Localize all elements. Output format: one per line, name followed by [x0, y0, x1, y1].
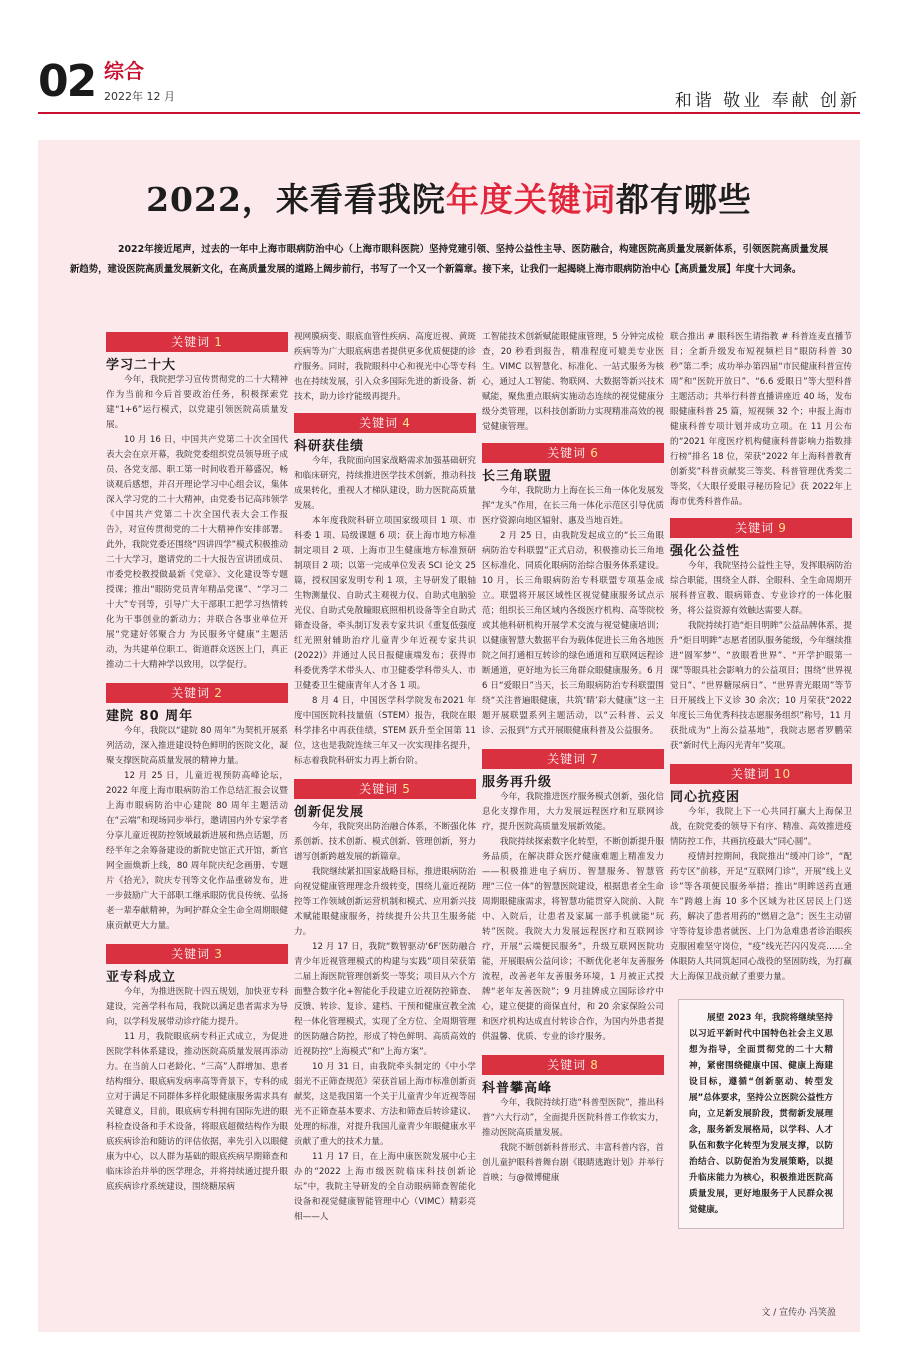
keyword-title: 科研获佳绩 [294, 439, 365, 454]
keyword-number: 2 [214, 686, 223, 700]
keyword-label: 关键词 [730, 767, 770, 781]
paragraph: 12 月 25 日，儿童近视预防高峰论坛，2022 年度上海市眼病防治工作总结汇报会议暨上海市眼病防治中心建院 80 周年主题活动在“云端”和现场同步举行，邀请国内外专家学者分享儿童近视防控领域最新进展和热点话题，历经半年之余筹备建设的新院史馆正式开馆，新官网全面焕新上线，80 周年院庆纪念画册、专题片《拾光》，院庆专刊等文化作品重磅发布，进一步鼓励广大干部职工继承眼防优良传统、弘扬老一辈奉献精神，为呵护群众全生命全周期眼健康贡献更大力量。 [106, 771, 288, 931]
section-name: 综合 [104, 59, 144, 83]
keyword-banner-7 [482, 749, 664, 769]
paragraph: 今年，我院上下一心共同打赢大上海保卫战，在院党委的领导下有序、精准、高效推进疫情防控工作，共画抗疫最大“同心圆”。 [670, 807, 852, 847]
keyword-number: 9 [778, 521, 787, 535]
keyword-title: 服务再升级 [482, 775, 553, 790]
author-credit: 文 / 宣传办 冯笑盈 [761, 1308, 836, 1318]
keyword-title: 同心抗疫困 [670, 790, 741, 805]
paragraph: 11 月，我院眼底病专科正式成立，为促进医院学科体系建设，推动医院高质量发展再添动力。在当前人口老龄化、“三高”人群增加、患者结构细分、眼底病发病率高等背景下，专科的成立对于满足不同群体多样化眼健康服务需求具有关键意义，目前，眼底病专科拥有国际先进的眼科检查设备和手术设备，将眼底超微结构作为眼底疾病诊治和随访的评估依据，率先引入以眼健康为中心，以人群为基础的眼底疾病早期筛查和临床诊治并举的医学理念，并将持续通过提升眼底疾病诊疗系统建设，围绕糖尿病 [106, 1032, 288, 1192]
keyword-number: 7 [590, 752, 599, 766]
paragraph: 视网膜病变、眼底血管性疾病、高度近视、黄斑疾病等为广大眼底病患者提供更多优质便捷的诊疗服务。同时，我院眼科中心和视光中心等专科也在持续发展，引入众多国际先进的新设备、新技术，助力诊疗能级再提升。 [294, 332, 476, 402]
headline [38, 174, 860, 221]
paragraph: 我院持续打造“炬目明眸”公益品牌体系，提升“炬目明眸”志愿者团队服务能级，今年继续推进“圆军梦”、“放眼看世界”、“开学护眼第一课”等眼具社会影响力的公益项目；围绕“世界视觉日”、“世界糖尿病日”、“世界青光眼周”等节日开展线上下义诊 30 余次；10 月荣获“2022 年度长三角优秀科技志愿服务组织”称号，11 月获批成为“上海公益基地”，我院志愿者罗鹏荣获“新时代上海闪光青年”奖项。 [670, 621, 852, 751]
keyword-label: 关键词 [171, 947, 211, 961]
issue-date: 2022年 12 月 [104, 90, 175, 103]
paragraph: 今年，我院助力上海在长三角一体化发展发挥“龙头”作用，在长三角一体化示范区引导优质医疗资源向地区辐射、惠及当地百姓。 [482, 486, 664, 526]
keyword-label: 关键词 [547, 446, 587, 460]
keyword-banner-9 [670, 518, 852, 538]
keyword-number: 3 [214, 947, 223, 961]
paragraph: 今年，为推进医院十四五规划，加快亚专科建设，完善学科布局，我院以满足患者需求为导向，以学科发展带动诊疗能力提升。 [106, 987, 288, 1027]
keyword-title: 亚专科成立 [106, 970, 177, 985]
column-1 [106, 330, 288, 1195]
keyword-title: 长三角联盟 [482, 469, 553, 484]
keyword-title: 创新促发展 [294, 805, 365, 820]
paragraph: 10 月 16 日，中国共产党第二十次全国代表大会在京开幕，我院党委组织党员领导班子成员、各党支部、职工第一时间收看开幕盛况，畅谈观后感想，并召开理论学习中心组会议，集体深入学习党的二十大精神，由党委书记高玮领学《中国共产党第二十次全国代表大会工作报告》，对宣传贯彻党的二十大精神作安排部署。此外，我院党委还围绕“四讲四学”模式积极推动二十大学习，邀请党的二十大报告宣讲团成员、市委党校教授做最新《党章》、文化建设等专题授课；推出“眼防党员青年精品党课”、“学习二十大”专刊等，引导广大干部职工把学习热情转化为干事创业的新动力；并联合各事业单位开展“党建好邻聚合力 为民服务守健康”主题活动，为共建单位职工、街道群众送医上门，真正推动二十大精神学以致用，以学促行。 [106, 435, 288, 670]
keyword-number: 1 [214, 335, 223, 349]
column-4 [670, 330, 852, 1229]
headline-prefix: 2022，来看看我院 [146, 180, 446, 219]
paragraph: 工智能技术创新赋能眼健康管理，5 分钟完成检查，20 秒看到报告，精准程度可媲美专业医生。VIMC 以智慧化、标准化、一站式服务为核心，通过人工智能、物联网、大数据等新兴技术赋能，聚焦重点眼病实施动态连续的视觉健康分级分类管理，以科技创新助力实现精准高效的视觉健康管理。 [482, 332, 664, 432]
paragraph: 本年度我院科研立项国家级项目 1 项、市科委 1 项、局级课题 6 项；获上海市地方标准制定项目 2 项、上海市卫生健康地方标准预研制项目 2 项；以第一完成单位发表 SCI 论文 25 篇，授权国家发明专利 1 项，主导研发了眼轴生物测量仪、自助式主观视力仪、自助式电脑验光仪、自助式免散瞳眼底照相机设备等全自助式筛查设备，牵头制订发表专家共识《重复低强度红光照射辅助治疗儿童青少年近视专家共识(2022)》并通过人民日报健康端发布；获得市科委优秀学术带头人、市卫健委学科带头人、市卫健委卫生健康青年人才各 1 项。 [294, 516, 476, 691]
headline-highlight: 年度关键词 [445, 180, 616, 219]
page-number: 02 [38, 56, 96, 107]
column-3 [482, 330, 664, 1186]
paragraph: 10 月 31 日，由我院牵头制定的《中小学弱光不正筛查规范》荣获首届上海市标准创新贡献奖，这是我国第一个关于儿童青少年近视等屈光不正筛查基本要求、方法和筛查后转诊建议、处理的标准，对提升我国儿童青少年眼健康水平贡献了重大的技术力量。 [294, 1062, 476, 1147]
paragraph: 今年，我院坚持公益性主导，发挥眼病防治综合职能，围绕全人群、全眼科、全生命周期开展科普宣教、眼病筛查、专业诊疗的一体化服务，将公益资源有效触达需要人群。 [670, 561, 852, 616]
keyword-banner-4 [294, 413, 476, 433]
paragraph: 今年，我院突出防治融合体系，不断强化体系创新、技术创新、模式创新、管理创新，努力谱写创新跨越发展的新篇章。 [294, 822, 476, 862]
keyword-label: 关键词 [359, 416, 399, 430]
keyword-banner-1 [106, 332, 288, 352]
keyword-banner-8 [482, 1055, 664, 1075]
intro-paragraph: 2022年接近尾声，过去的一年中上海市眼病防治中心（上海市眼科医院）坚持党建引领、坚持公益性主导、医防融合，构建医院高质量发展新体系，引领医院高质量发展新趋势，建设医院高质量发展新文化，在高质量发展的道路上阔步前行，书写了一个又一个新篇章。接下来，让我们一起揭晓上海市眼病防治中心【高质量发展】年度十大词条。 [70, 244, 828, 275]
keyword-title: 学习二十大 [106, 358, 177, 373]
keyword-banner-6 [482, 443, 664, 463]
paragraph: 11 月 17 日，在上海申康医院发展中心主办的“2022 上海市级医院临床科技创新论坛”中，我院主导研发的全自动眼病筛查智能化设备和视觉健康智能管理中心（VIMC）精彩亮相——人 [294, 1152, 476, 1222]
keyword-number: 4 [402, 416, 411, 430]
paragraph: 今年，我院持续打造“科普型医院”，推出科普“六大行动”，全面提升医院科普工作软实力，推动医院高质量发展。 [482, 1098, 664, 1138]
motto: 和谐 敬业 奉献 创新 [674, 91, 860, 111]
paragraph: 联合推出 # 眼科医生请指教 # 科普连麦直播节目；全新升级发布短视频栏目“眼防科普 30 秒”第二季；成功举办第四届“市民健康科普宣传周”和“医院开放日”、“6.6 爱眼日”等大型科普主题活动；共举行科普直播讲座近 40 场，发布眼健康科普 25 篇，短视频 32 个；申报上海市健康科普专项计划并成功立项。在 11 月公布的“2021 年度医疗机构健康科普影响力指数排行榜”排名 18 位，荣获“2022 年上海科普教育创新奖”科普贡献奖三等奖、科普管理优秀奖二等奖，《大眼仔爱眼寻秘历险记》获 2022年上海市优秀科普作品。 [670, 332, 852, 507]
paragraph: 今年，我院把学习宣传贯彻党的二十大精神作为当前和今后首要政治任务，积极探索党建“1+6”运行模式，以党建引领医院高质量发展。 [106, 375, 288, 430]
keyword-number: 8 [590, 1058, 599, 1072]
paragraph: 今年，我院面向国家战略需求加强基础研究和临床研究，持续推进医学技术创新，推动科技成果转化，重视人才梯队建设，助力医院高质量发展。 [294, 456, 476, 511]
keyword-number: 10 [773, 767, 792, 781]
paragraph: 8 月 4 日，中国医学科学院发布2021 年度中国医院科技量值（STEM）报告，我院在眼科学排名中再获佳绩，STEM 跃升至全国第 11 位，这也是我院连续三年又一次实现排名提升，标志着我院科研实力再上新台阶。 [294, 696, 476, 766]
paragraph: 12 月 17 日，我院“数智驱动‘6F’医防融合青少年近视管理模式的构建与实践”项目荣获第二届上海医院管理创新奖一等奖；项目从六个方面整合数字化+智能化手段建立近视防控筛查、反馈、转诊、复诊、建档、干预和健康宣教全流程一体化管理模式，实现了全方位、全周期管理的医防融合防控，形成了特色鲜明、高质高效的近视防控“上海模式”和“上海方案”。 [294, 942, 476, 1057]
paragraph: 我院不断创新科普形式、丰富科普内容，首创儿童护眼科普舞台剧《眼睛逃跑计划》并举行首映；与@微博健康 [482, 1143, 664, 1183]
keyword-banner-5 [294, 779, 476, 799]
keyword-label: 关键词 [735, 521, 775, 535]
keyword-banner-10 [670, 764, 852, 784]
keyword-label: 关键词 [547, 752, 587, 766]
keyword-title: 强化公益性 [670, 544, 741, 559]
feature-panel [38, 140, 860, 1332]
keyword-title: 科普攀高峰 [482, 1081, 553, 1096]
keyword-label: 关键词 [547, 1058, 587, 1072]
headline-suffix: 都有哪些 [615, 180, 752, 219]
keyword-banner-3 [106, 944, 288, 964]
paragraph: 2 月 25 日，由我院发起成立的“长三角眼病防治专科联盟”正式启动，积极推动长三角地区标准化、同质化眼病防治综合服务体系建设。10 月，长三角眼病防治专科联盟专项基金成立。联盟将开展区域性区视觉健康服务试点示范；组织长三角区域内各级医疗机构、高等院校或其他科研机构开展学术交流与视觉健康培训；以健康智慧大数据平台为载体促进长三角各地医院之间打通相互转诊的绿色通道和互联网远程诊断通道，更好地为长三角群众眼健康服务。6 月 6 日“爱眼日”当天，长三角眼病防治专科联盟围绕“关注普遍眼健康，共筑‘睛’彩大健康”这一主题开展联盟系列主题活动，以“云科普、云义诊、云报到”方式开展眼健康科普及公益服务。 [482, 531, 664, 736]
keyword-number: 6 [590, 446, 599, 460]
keyword-banner-2 [106, 683, 288, 703]
keyword-title: 建院 80 周年 [106, 709, 194, 724]
paragraph: 今年，我院推进医疗服务模式创新，强化信息化支撑作用，大力发展远程医疗和互联网诊疗，提升医院高质量发展新效能。 [482, 792, 664, 832]
keyword-label: 关键词 [359, 782, 399, 796]
paragraph: 今年，我院以“建院 80 周年”为契机开展系列活动，深入推进建设特色鲜明的医院文化，凝聚支撑医院高质量发展的精神力量。 [106, 726, 288, 766]
keyword-label: 关键词 [171, 335, 211, 349]
keyword-label: 关键词 [171, 686, 211, 700]
paragraph: 我院继续紧扣国家战略目标，推进眼病防治向视觉健康管理理念升级转变，围绕儿童近视防控等工作领域创新运营机制和模式、应用新兴技术赋能眼健康服务，持续提升公共卫生服务能力。 [294, 867, 476, 937]
outlook-summary-box: 展望 2023 年，我院将继续坚持以习近平新时代中国特色社会主义思想为指导，全面贯彻党的二十大精神，紧密围绕健康中国、健康上海建设目标，遵循“创新驱动、转型发展”总体要求，坚持公立医院公益性方向，立足新发展阶段，贯彻新发展理念，服务新发展格局，以学科、人才队伍和数字化转型为发展支撑，以防治结合、以防促治为发展策略，以提升临床能力为核心，积极推进医院高质量发展，更好地服务于人民群众视觉健康。 [678, 999, 844, 1229]
paragraph: 我院持续探索数字化转型，不断创新提升服务品质，在解决群众医疗健康难题上精准发力——积极推进电子病历、智慧服务、智慧管理“三位一体”的智慧医院建设，根据患者全生命周期眼健康需求，将智慧功能贯穿入院前、入院中、入院后，让患者及家属一部手机就能“玩转”医院。我院大力发展远程医疗和互联网诊疗，开展“云端便民服务”，升级互联网医院功能，开展眼病公益问诊；不断优化老年友善服务流程，改善老年友善服务环境，1 月被正式授牌“老年友善医院”；9 月挂牌成立国际诊疗中心，建立便捷的商保直付，和 20 余家保险公司和医疗机构达成直付转诊合作，为国内外患者提供温馨、优质、专业的诊疗服务。 [482, 837, 664, 1042]
column-2 [294, 330, 476, 1225]
header-rule [38, 112, 860, 114]
keyword-number: 5 [402, 782, 411, 796]
paragraph: 疫情封控期间，我院推出“缓冲门诊”，“配药专区”前移，开足“互联网门诊”，开展“线上义诊”等各项便民服务举措；推出“明眸送药直通车”跨越上海 10 多个区域为社区居民上门送药，解决了患者用药的“燃眉之急”；医生主动留守等待复诊患者就医、上门为急难患者诊治眼疾克服困难坚守岗位，“疫”线光芒闪闪发亮……全体眼防人共同筑起同心战役的坚固防线，为打赢大上海保卫战贡献了重要力量。 [670, 852, 852, 982]
